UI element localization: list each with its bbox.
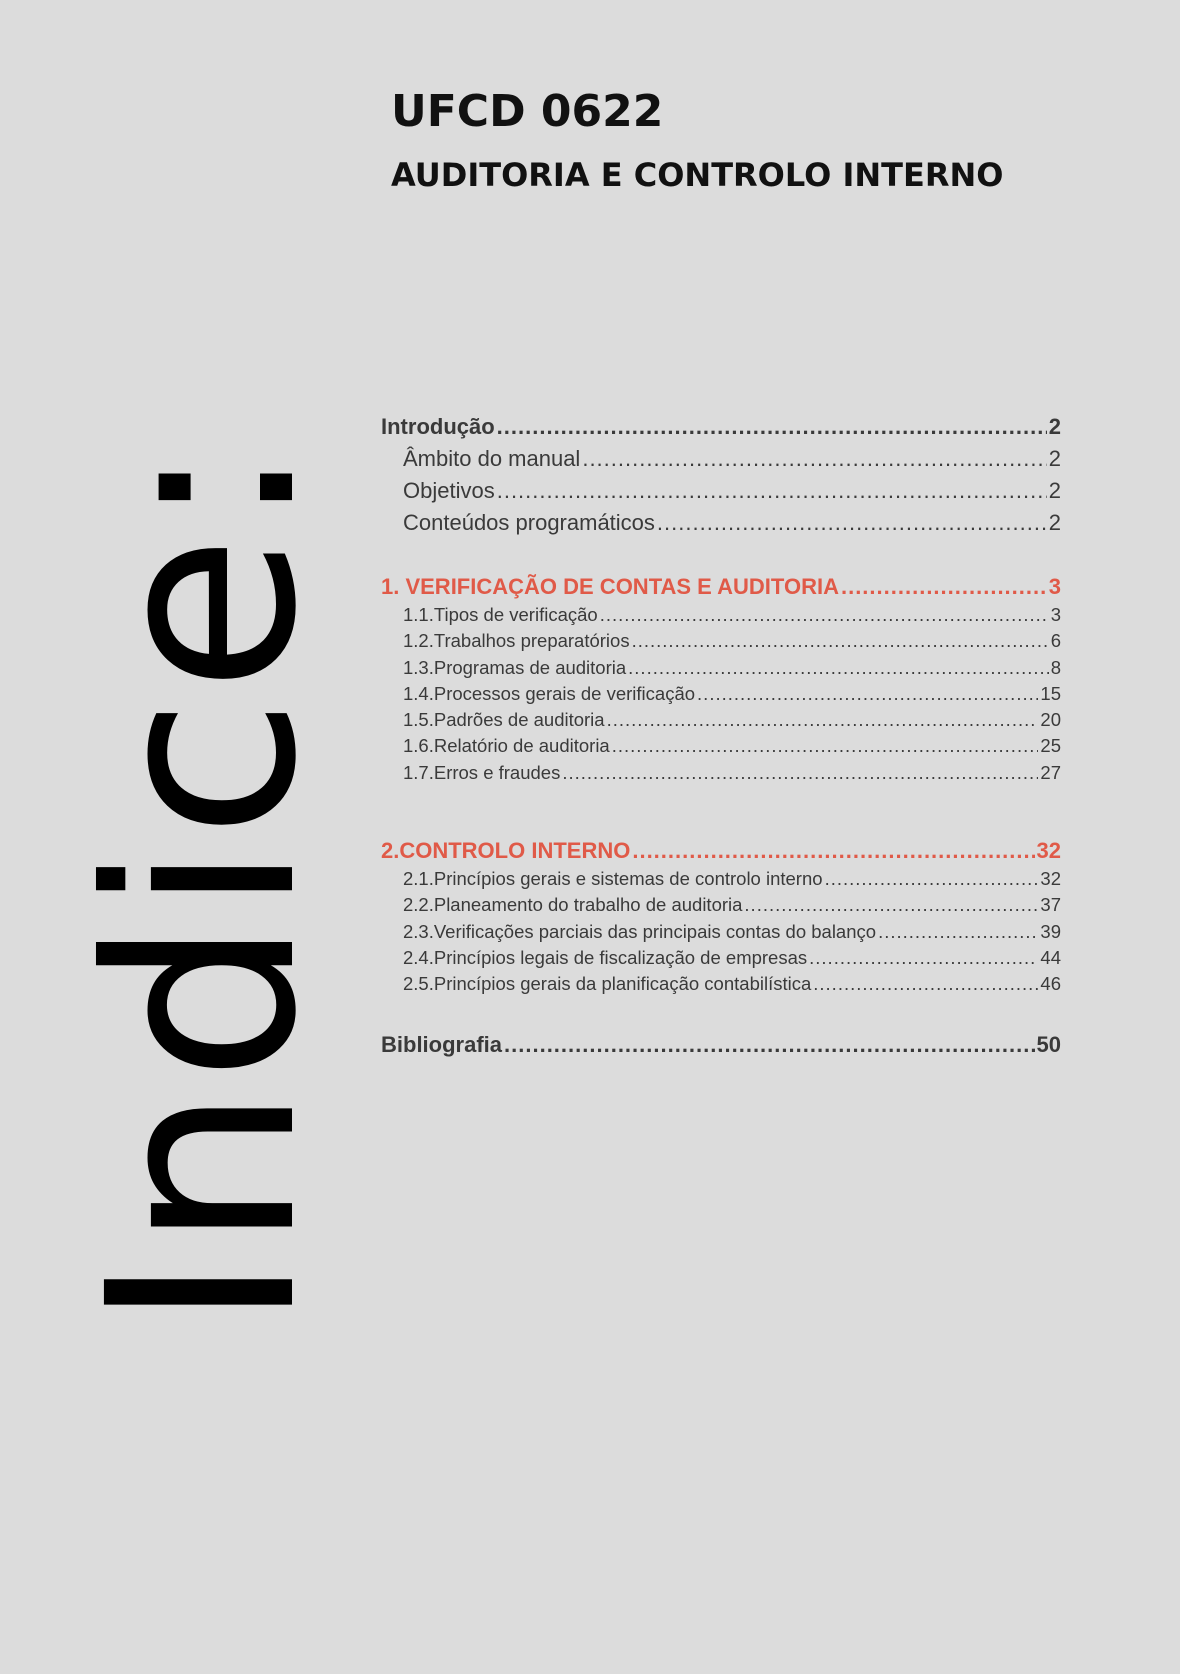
toc-entry-page: 8: [1050, 656, 1061, 678]
toc-entry-label: Bibliografia: [381, 1031, 503, 1057]
toc-dot-leader: [697, 683, 1038, 705]
toc-entry-label: Objetivos: [403, 478, 495, 503]
toc-entry[interactable]: [381, 868, 1061, 894]
toc-entry-page: 6: [1050, 630, 1061, 652]
toc-dot-leader: [878, 921, 1038, 943]
toc-entry[interactable]: [381, 762, 1061, 788]
toc-entry[interactable]: [381, 478, 1061, 510]
toc-entry-label: Conteúdos programáticos: [403, 510, 655, 535]
toc-entry[interactable]: [381, 657, 1061, 683]
toc-entry-label: 1.2.Trabalhos preparatórios: [403, 630, 630, 652]
toc-entry-label: 1.3.Programas de auditoria: [403, 656, 627, 678]
toc-entry-page: 25: [1040, 735, 1061, 757]
toc-entry-page: 32: [1036, 838, 1061, 864]
toc-entry-label: 1.6.Relatório de auditoria: [403, 735, 610, 757]
toc-entry[interactable]: [381, 604, 1061, 630]
toc-dot-leader: [562, 762, 1038, 784]
toc-dot-leader: [744, 894, 1038, 916]
toc-entry[interactable]: [381, 630, 1061, 656]
toc-entry[interactable]: [381, 735, 1061, 761]
document-code: UFCD 0622: [391, 86, 664, 137]
toc-entry-introduction[interactable]: [381, 414, 1061, 446]
toc-dot-leader: [632, 838, 1034, 864]
toc-dot-leader: [841, 574, 1047, 600]
toc-entry-page: 20: [1040, 709, 1061, 731]
toc-entry[interactable]: [381, 683, 1061, 709]
toc-entry[interactable]: [381, 947, 1061, 973]
toc-entry-label: 2.5.Princípios gerais da planificação contabilística: [403, 973, 812, 995]
toc-entry[interactable]: [381, 446, 1061, 478]
toc-dot-leader: [628, 657, 1049, 679]
toc-entry[interactable]: [381, 921, 1061, 947]
toc-entry-label: 2.4.Princípios legais de fiscalização de empresas: [403, 946, 808, 968]
toc-entry-page: 44: [1040, 946, 1061, 968]
toc-entry-label: 1.4.Processos gerais de verificação: [403, 682, 696, 704]
toc-dot-leader: [600, 604, 1049, 626]
toc-entry-page: 3: [1050, 604, 1061, 625]
toc-entry-page: 2: [1048, 446, 1061, 471]
toc-entry-label: 1.5.Padrões de auditoria: [403, 709, 605, 731]
toc-entry[interactable]: [381, 973, 1061, 999]
toc-dot-leader: [504, 1032, 1035, 1058]
toc-entry-label: 2.CONTROLO INTERNO: [381, 838, 631, 864]
toc-entry-label: 2.1.Princípios gerais e sistemas de controlo interno: [403, 868, 823, 890]
toc-dot-leader: [657, 510, 1047, 536]
toc-entry[interactable]: [381, 510, 1061, 542]
toc-dot-leader: [497, 414, 1047, 440]
toc-entry-page: 32: [1040, 868, 1061, 890]
toc-entry-label: Âmbito do manual: [403, 446, 581, 471]
toc-entry-label: 1.7.Erros e fraudes: [403, 761, 561, 783]
toc-entry-page: 50: [1036, 1031, 1061, 1057]
toc-dot-leader: [612, 735, 1039, 757]
toc-entry-page: 2: [1048, 478, 1061, 503]
toc-entry-page: 46: [1040, 973, 1061, 995]
table-of-contents: [381, 414, 1061, 1064]
toc-dot-leader: [632, 630, 1049, 652]
toc-entry-page: 2: [1048, 414, 1061, 439]
toc-chapter-1[interactable]: [381, 574, 1061, 604]
toc-dot-leader: [809, 947, 1038, 969]
toc-entry-label: 2.3.Verificações parciais das principais contas do balanço: [403, 920, 877, 942]
toc-entry[interactable]: [381, 709, 1061, 735]
document-title: AUDITORIA E CONTROLO INTERNO: [391, 156, 1004, 195]
toc-entry-page: 27: [1040, 761, 1061, 783]
toc-entry-label: 2.2.Planeamento do trabalho de auditoria: [403, 894, 743, 916]
toc-entry-page: 15: [1040, 682, 1061, 704]
toc-entry[interactable]: [381, 894, 1061, 920]
toc-chapter-2[interactable]: [381, 838, 1061, 868]
toc-dot-leader: [497, 478, 1047, 504]
toc-dot-leader: [582, 446, 1046, 472]
toc-dot-leader: [607, 709, 1039, 731]
toc-entry-bibliography[interactable]: [381, 1032, 1061, 1064]
toc-entry-label: 1.1.Tipos de verificação: [403, 604, 598, 625]
index-vertical-title: Indice:: [53, 439, 353, 1330]
toc-entry-label: 1. VERIFICAÇÃO DE CONTAS E AUDITORIA: [381, 574, 839, 599]
toc-entry-page: 3: [1048, 574, 1061, 599]
toc-entry-page: 39: [1040, 920, 1061, 942]
document-header: [391, 88, 1003, 194]
toc-entry-label: Introdução: [381, 414, 495, 439]
toc-entry-page: 2: [1048, 510, 1061, 535]
toc-dot-leader: [825, 868, 1039, 890]
toc-dot-leader: [813, 973, 1038, 995]
toc-entry-page: 37: [1040, 894, 1061, 916]
